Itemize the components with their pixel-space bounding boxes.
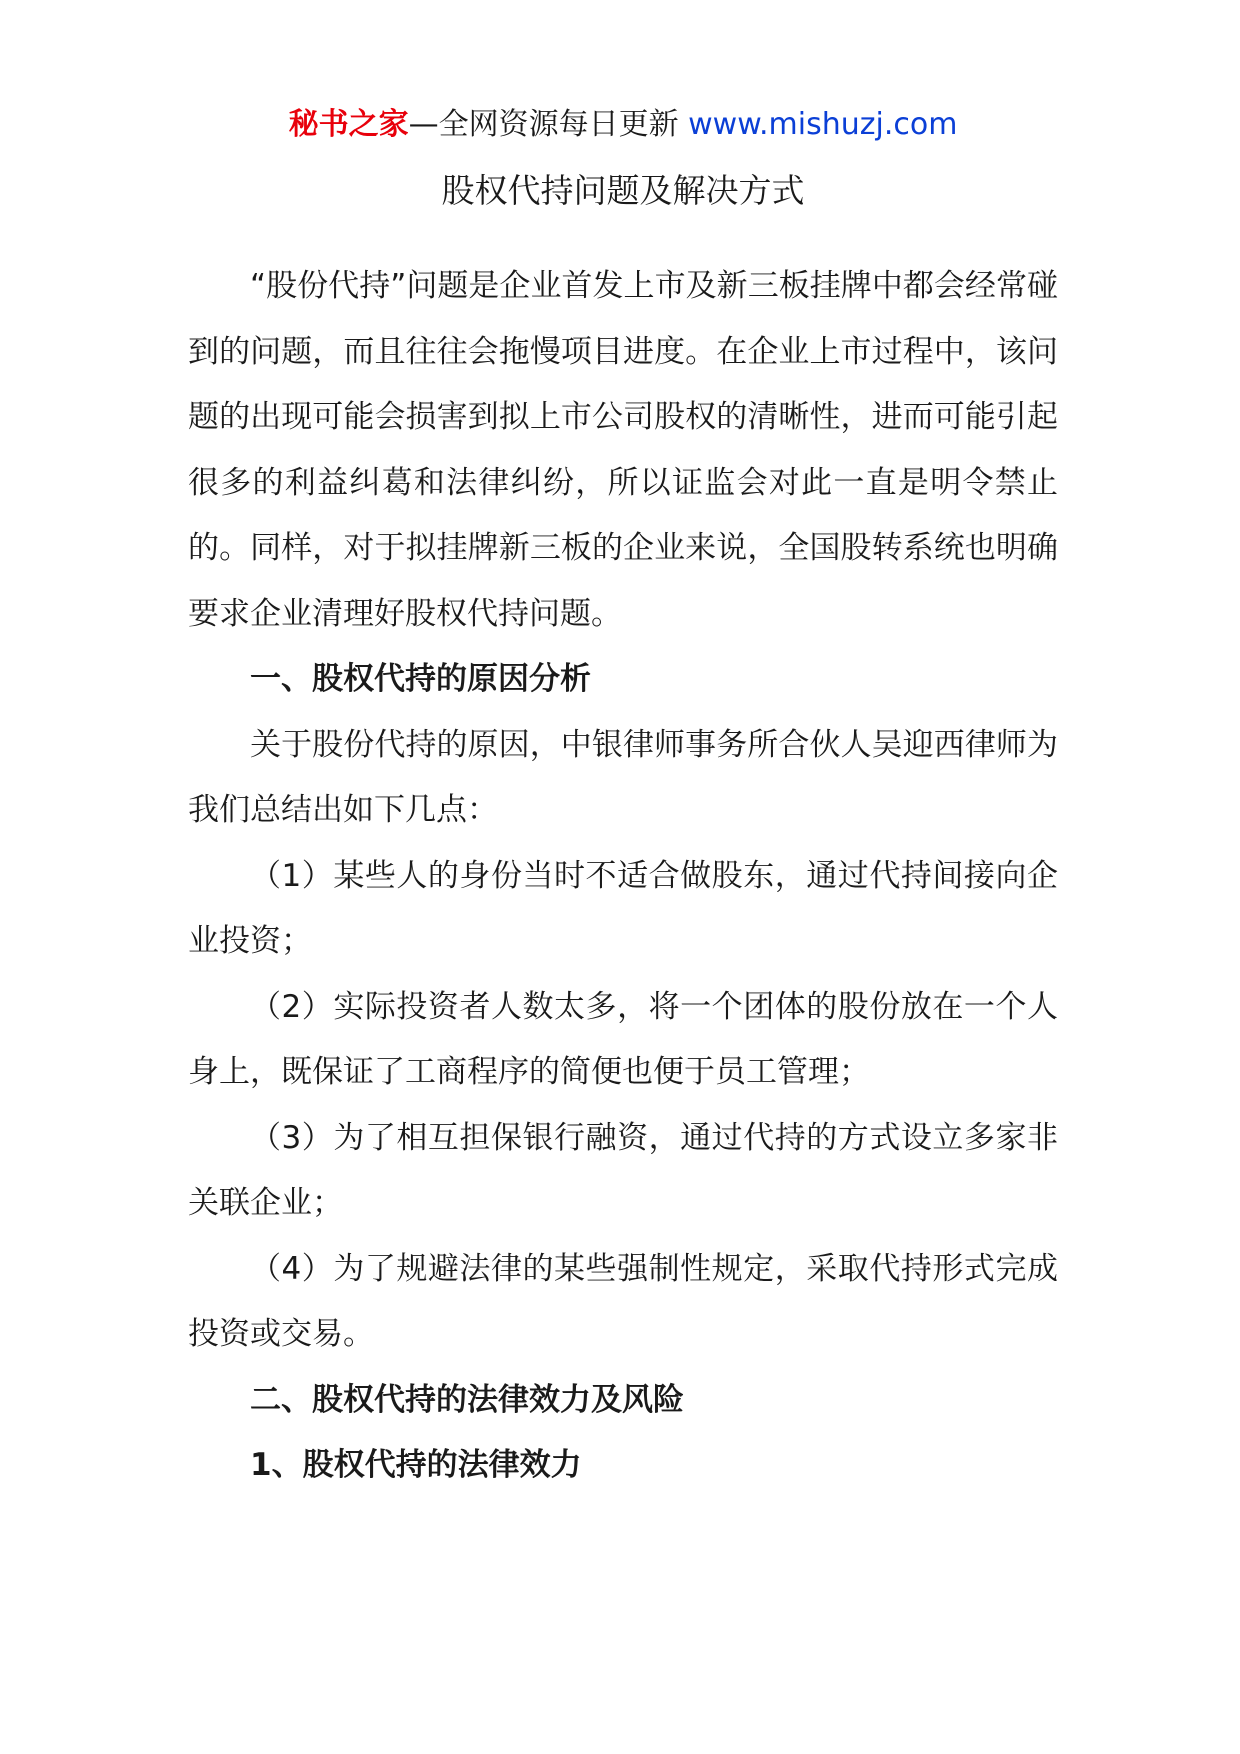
intro-paragraph: “股份代持”问题是企业首发上市及新三板挂牌中都会经常碰到的问题，而且往往会拖慢项目进度。在企业上市过程中，该问题的出现可能会损害到拟上市公司股权的清晰性，进而可能引起很多的利益纠葛和法律纠纷，所以证监会对此一直是明令禁止的。同样，对于拟挂牌新三板的企业来说，全国股转系统也明确要求企业清理好股权代持问题。 [188, 268, 1058, 632]
section-heading-2: 二、股权代持的法律效力及风险 [250, 1381, 684, 1418]
list-item-1: （1）某些人的身份当时不适合做股东，通过代持间接向企业投资； [188, 857, 1058, 959]
site-header [188, 92, 1058, 158]
document-page [188, 92, 1058, 1499]
section1-intro: 关于股份代持的原因，中银律师事务所合伙人吴迎西律师为我们总结出如下几点： [188, 726, 1058, 828]
list-item-2: （2）实际投资者人数太多，将一个团体的股份放在一个人身上，既保证了工商程序的简便也便于员工管理； [188, 988, 1058, 1090]
list-item-4: （4）为了规避法律的某些强制性规定，采取代持形式完成投资或交易。 [188, 1250, 1058, 1352]
brand-name: 秘书之家 [288, 107, 409, 142]
document-title: 股权代持问题及解决方式 [441, 171, 805, 210]
list-item-3: （3）为了相互担保银行融资，通过代持的方式设立多家非关联企业； [188, 1119, 1058, 1221]
header-tagline: —全网资源每日更新 [408, 107, 689, 142]
document-body [188, 254, 1058, 1499]
section-heading-1: 一、股权代持的原因分析 [250, 661, 591, 697]
subsection-heading-1: 1、股权代持的法律效力 [250, 1447, 582, 1483]
header-url[interactable]: www.mishuzj.com [688, 107, 958, 142]
